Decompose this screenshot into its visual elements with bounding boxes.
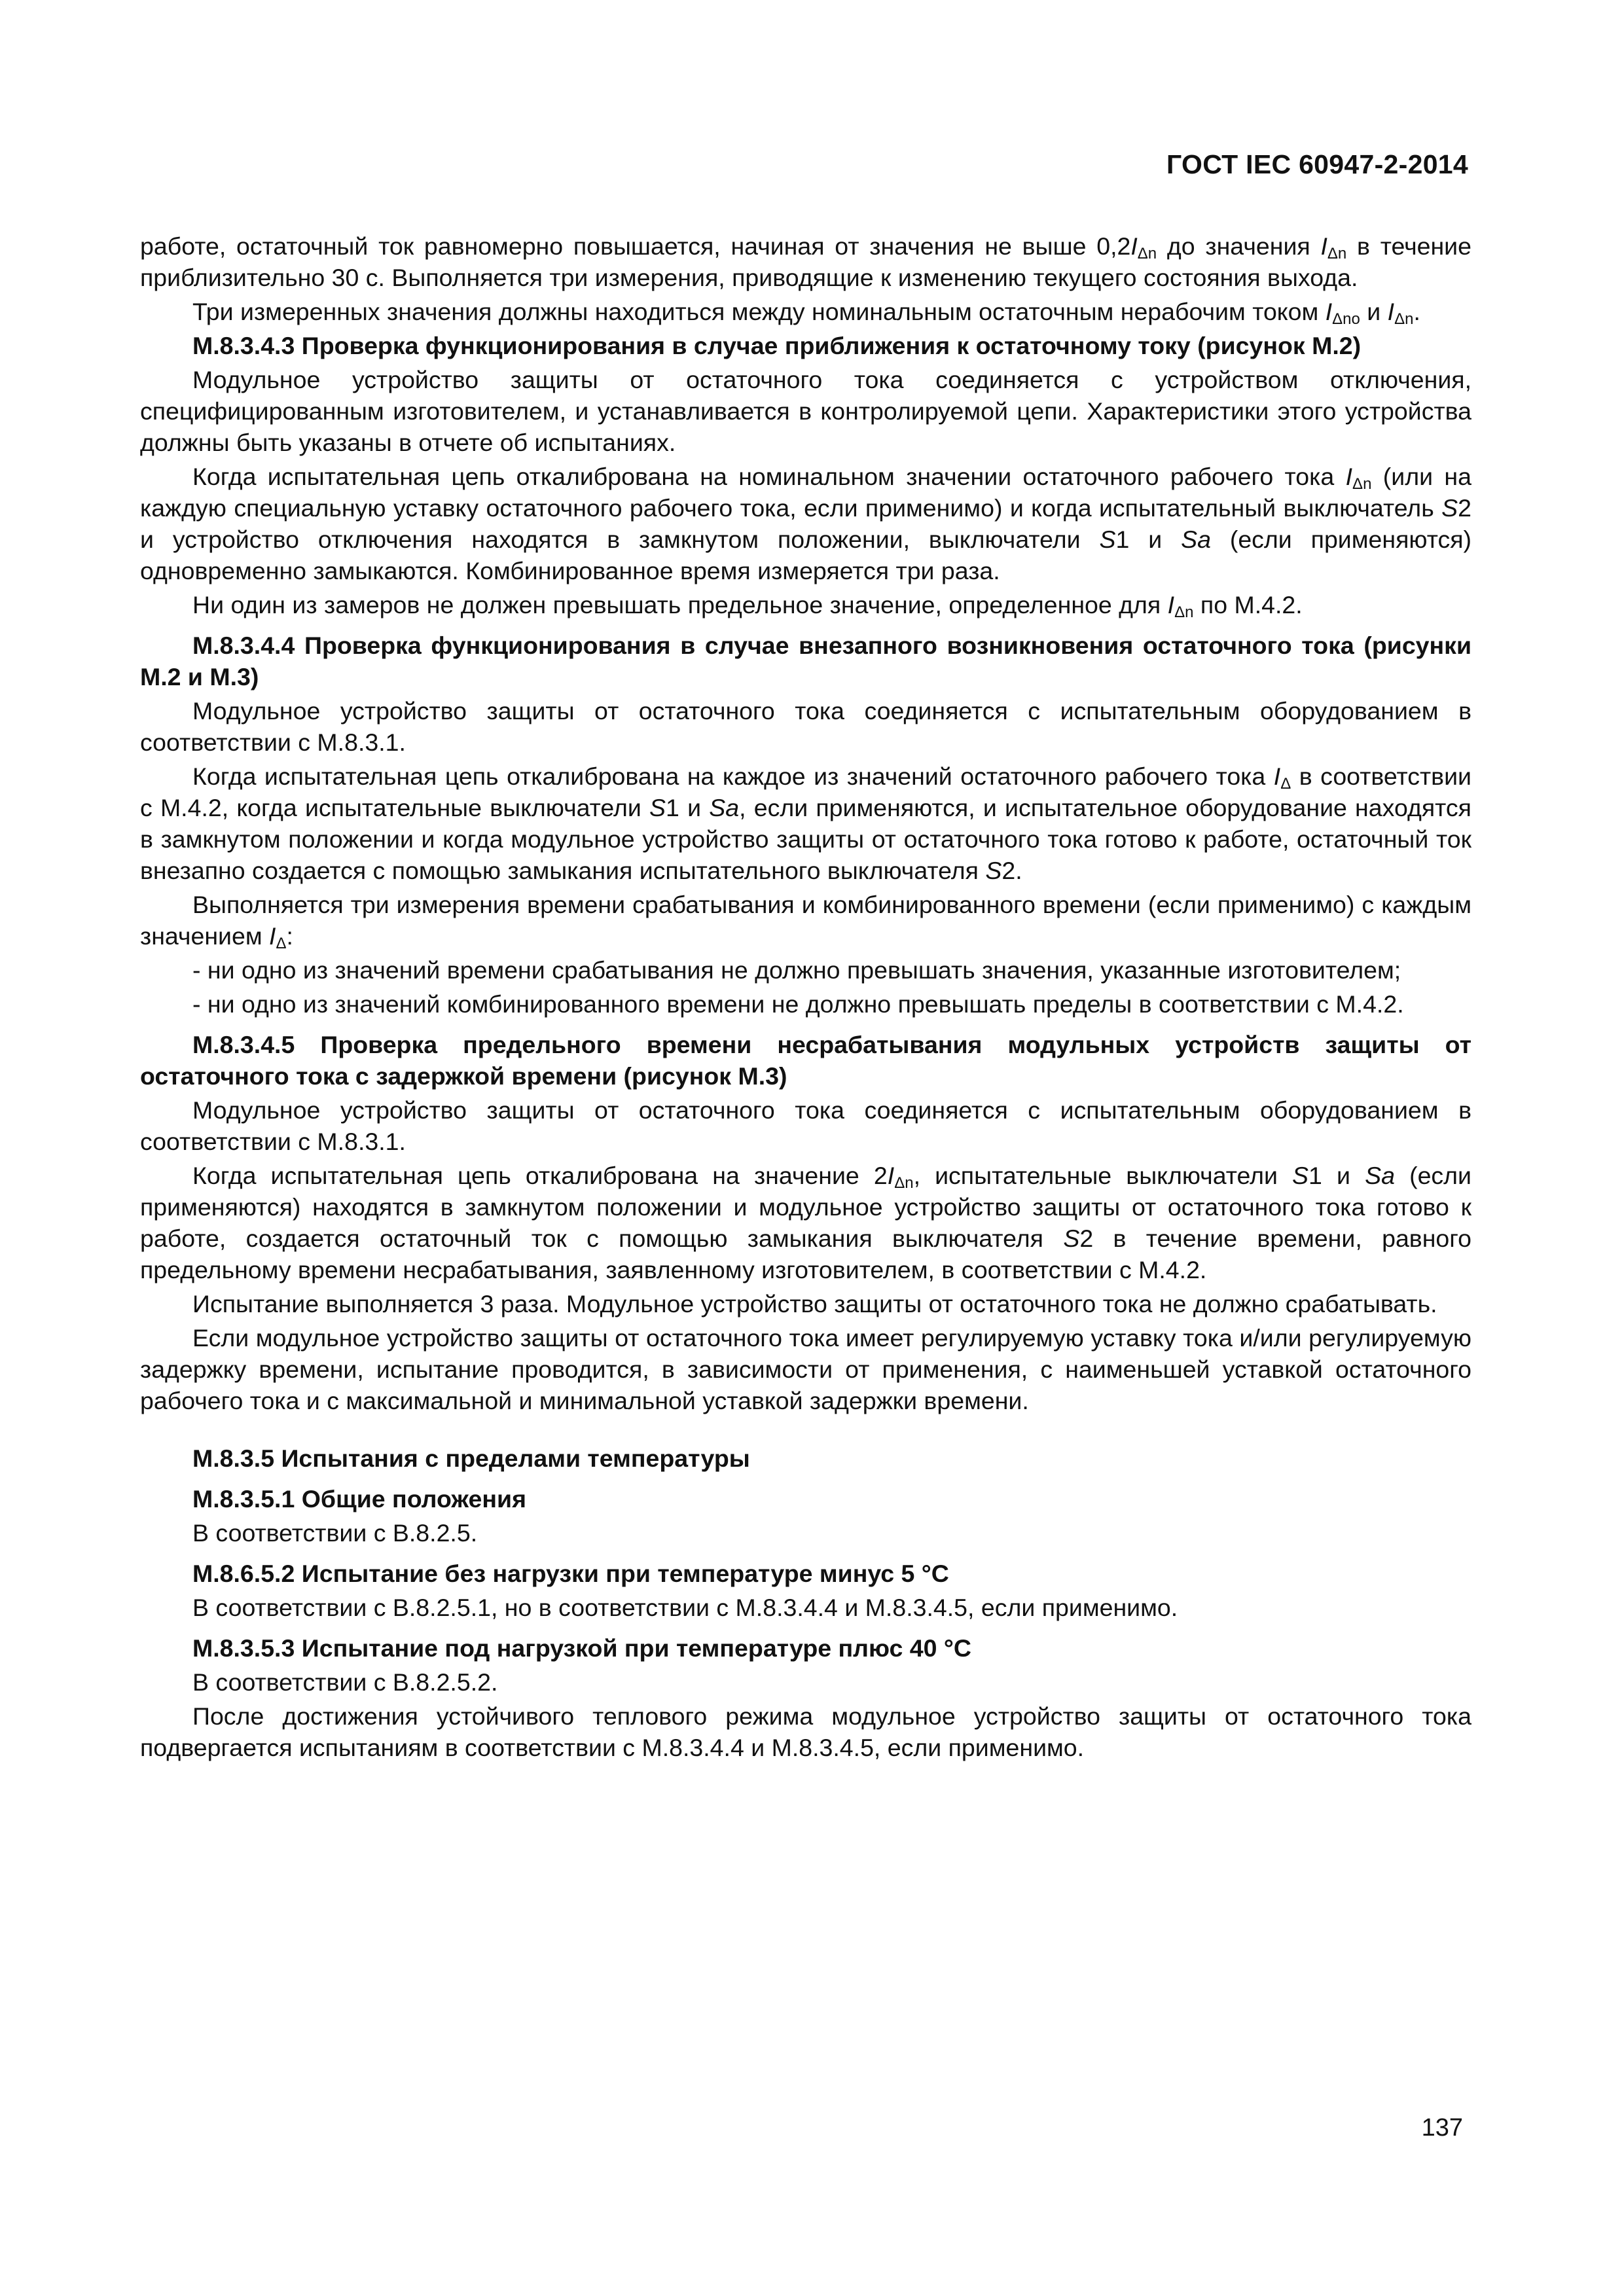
- section-heading: М.8.3.4.4 Проверка функционирования в случае внезапного возникновения остаточного тока (рисунки М.2 и М.3): [140, 632, 1471, 691]
- list-item: - ни одно из значений времени срабатывания не должно превышать значения, указанные изготовителем;: [192, 956, 1401, 984]
- section-heading: М.8.3.5.1 Общие положения: [192, 1485, 526, 1513]
- paragraph: работе, остаточный ток равномерно повышается, начиная от значения не выше $0,2I_{\Delta n}$ до значения $I_{\Delta n}$ в течение приблизительно 30 с. Выполняется три измерения, приводящие к изменению текущего состояния выхода.: [140, 232, 1471, 291]
- paragraph: Модульное устройство защиты от остаточного тока соединяется с устройством отключения, специфицированным изготовителем, и устанавливается в контролируемой цепи. Характеристики этого устройства должны быть указаны в отчете об испытаниях.: [140, 366, 1471, 456]
- paragraph: Когда испытательная цепь откалибрована на каждое из значений остаточного рабочего тока $I_\Delta$ в соответствии с М.4.2, когда испытательные выключатели S1 и Sa, если применяются, и испытательное оборудование находятся в замкнутом положении и когда модульное устройство защиты от остаточного тока готово к работе, остаточный ток внезапно создается с помощью замыкания испытательного выключателя S2.: [140, 762, 1471, 884]
- list-item: - ни одно из значений комбинированного времени не должно превышать пределы в соответствии с М.4.2.: [192, 990, 1404, 1018]
- paragraph: Ни один из замеров не должен превышать предельное значение, определенное для $I_{\Delta n}$ по М.4.2.: [192, 591, 1303, 621]
- section-heading: М.8.6.5.2 Испытание без нагрузки при температуре минус 5 °С: [192, 1560, 949, 1587]
- paragraph: Испытание выполняется 3 раза. Модульное устройство защиты от остаточного тока не должно срабатывать.: [192, 1290, 1437, 1318]
- section-heading: М.8.3.5.3 Испытание под нагрузкой при температуре плюс 40 °С: [192, 1634, 972, 1662]
- paragraph: После достижения устойчивого теплового режима модульное устройство защиты от остаточного тока подвергается испытаниям в соответствии с М.8.3.4.4 и М.8.3.4.5, если применимо.: [140, 1702, 1471, 1761]
- document-id: ГОСТ IEC 60947-2-2014: [1166, 149, 1468, 179]
- paragraph: Выполняется три измерения времени срабатывания и комбинированного времени (если применимо) с каждым значением $I_\Delta$:: [140, 891, 1471, 952]
- paragraph: Модульное устройство защиты от остаточного тока соединяется с испытательным оборудованием в соответствии с М.8.3.1.: [140, 697, 1471, 756]
- section-heading: М.8.3.4.5 Проверка предельного времени несрабатывания модульных устройств защиты от остаточного тока с задержкой времени (рисунок М.3): [140, 1031, 1471, 1090]
- page-number: 137: [1421, 2114, 1463, 2142]
- document-body: [140, 230, 1471, 1766]
- paragraph: В соответствии с В.8.2.5.: [192, 1519, 478, 1547]
- paragraph: В соответствии с В.8.2.5.2.: [192, 1668, 498, 1696]
- paragraph: Когда испытательная цепь откалибрована на номинальном значении остаточного рабочего тока $I_{\Delta n}$ (или на каждую специальную уставку остаточного рабочего тока, если применимо) и когда испытательный выключатель S2 и устройство отключения находятся в замкнутом положении, выключатели S1 и Sa (если применяются) одновременно замыкаются. Комбинированное время измеряется три раза.: [140, 463, 1471, 584]
- paragraph: Модульное устройство защиты от остаточного тока соединяется с испытательным оборудованием в соответствии с М.8.3.1.: [140, 1096, 1471, 1155]
- paragraph: Когда испытательная цепь откалибрована на значение $2I_{\Delta n}$, испытательные выключатели S1 и Sa (если применяются) находятся в замкнутом положении и модульное устройство защиты от остаточного тока готово к работе, создается остаточный ток с помощью замыкания выключателя S2 в течение времени, равного предельному времени несрабатывания, заявленному изготовителем, в соответствии с М.4.2.: [140, 1162, 1472, 1283]
- section-heading: М.8.3.5 Испытания с пределами температуры: [192, 1444, 750, 1472]
- section-heading: М.8.3.4.3 Проверка функционирования в случае приближения к остаточному току (рисунок М.2): [192, 332, 1362, 359]
- paragraph: В соответствии с В.8.2.5.1, но в соответствии с М.8.3.4.4 и М.8.3.4.5, если применимо.: [192, 1594, 1178, 1621]
- paragraph: Три измеренных значения должны находиться между номинальным остаточным нерабочим током $I_{\Delta no}$ и $I_{\Delta n}$.: [192, 298, 1420, 328]
- paragraph: Если модульное устройство защиты от остаточного тока имеет регулируемую уставку тока и/или регулируемую задержку времени, испытание проводится, в зависимости от применения, с наименьшей уставкой остаточного рабочего тока и с максимальной и минимальной уставкой задержки времени.: [140, 1324, 1471, 1414]
